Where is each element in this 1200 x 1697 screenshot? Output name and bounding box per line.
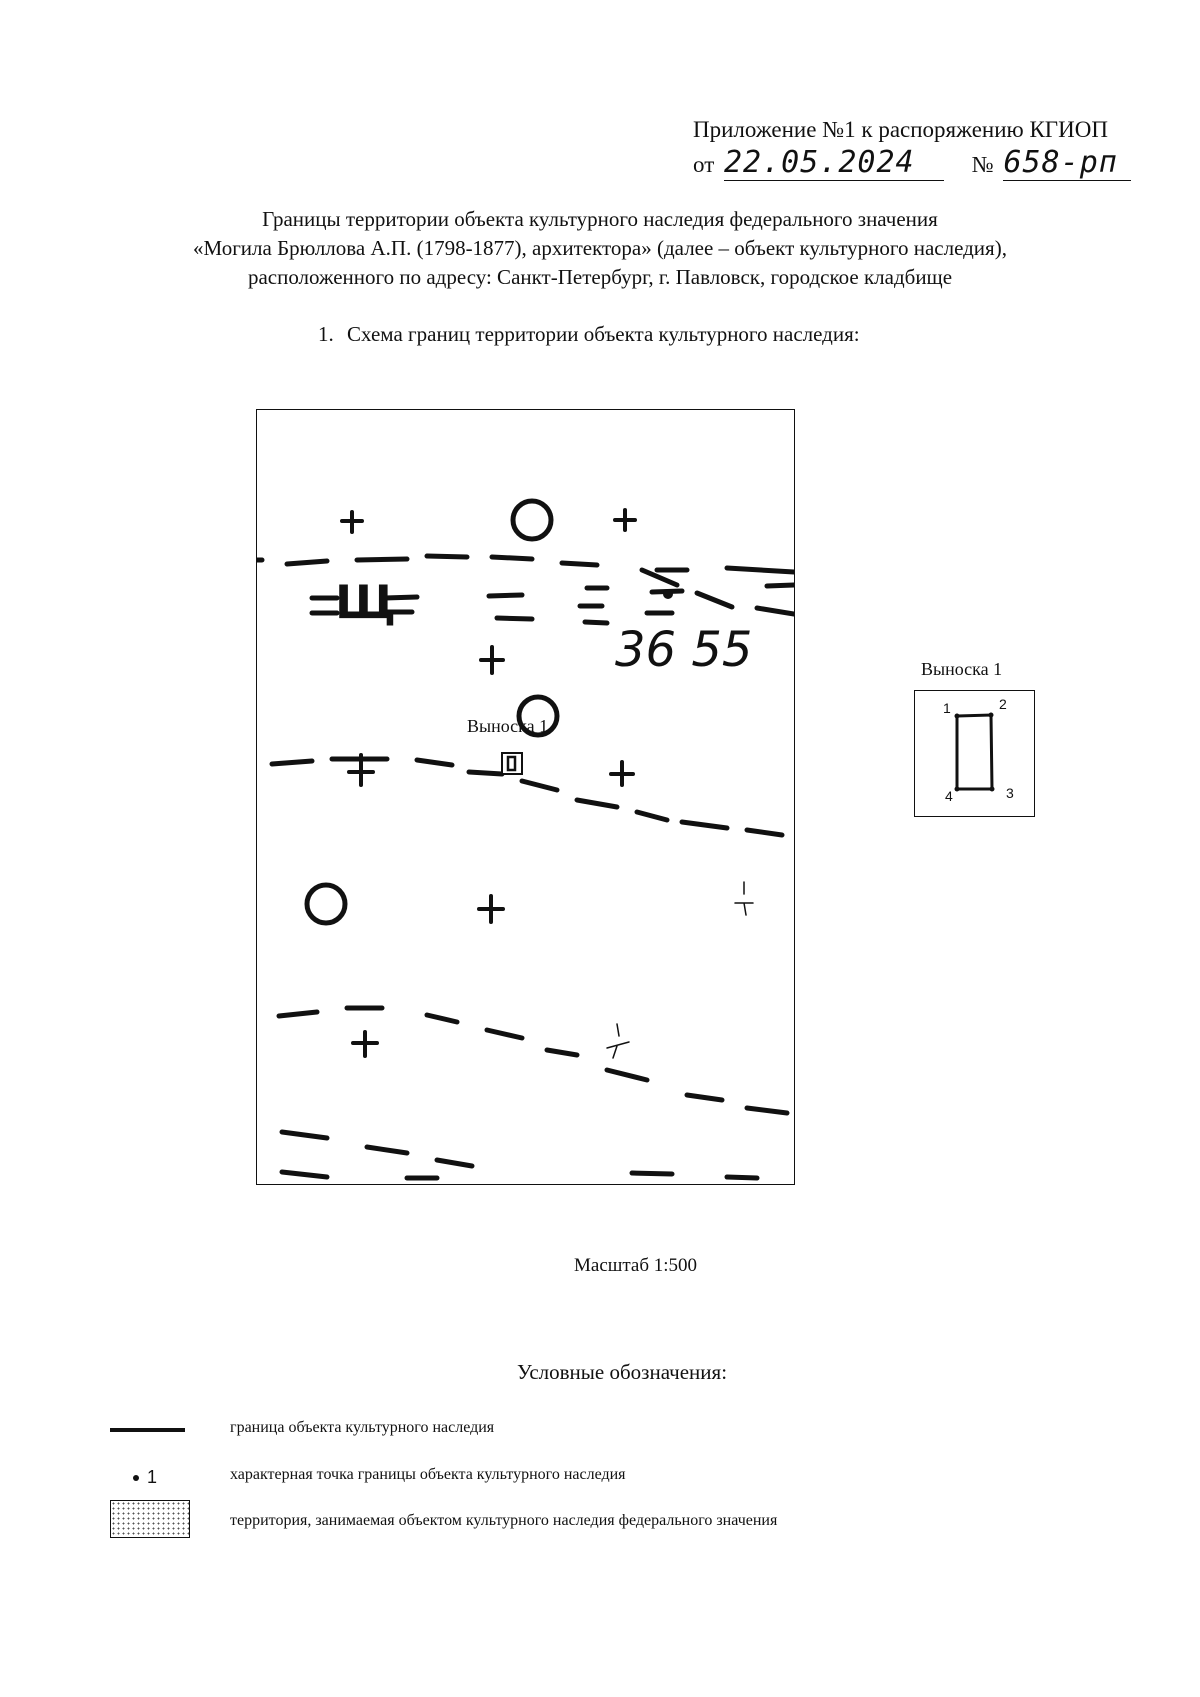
date-prefix: от <box>693 152 715 177</box>
title-line: Границы территории объекта культурного наследия федерального значения <box>262 207 938 231</box>
callout-title: Выноска 1 <box>921 659 1003 679</box>
legend-area-symbol <box>110 1500 190 1538</box>
legend-line-symbol <box>110 1428 185 1432</box>
contour-line <box>287 556 794 572</box>
section-heading <box>318 322 860 347</box>
legend-point-label: 1 <box>147 1467 158 1487</box>
order-date: 22.05.2024 <box>724 145 944 181</box>
section-title: Схема границ территории объекта культурного наследия: <box>347 322 860 346</box>
section-number: 1. <box>318 322 334 346</box>
number-prefix: № <box>971 152 994 177</box>
map-letter-label: Щ <box>335 575 396 629</box>
map-callout-label: Выноска 1 <box>467 716 549 736</box>
boundary-point-label: 3 <box>1006 785 1014 801</box>
legend-item-text: характерная точка границы объекта культурного наследия <box>230 1466 626 1483</box>
title-line: «Могила Брюллова А.П. (1798-1877), архитектора» (далее – объект культурного наследия), <box>193 236 1007 260</box>
legend-item-text: территория, занимаемая объектом культурного наследия федерального значения <box>230 1512 778 1529</box>
order-number: 658-рп <box>1003 145 1131 181</box>
contour-line <box>282 1132 757 1178</box>
title-line: расположенного по адресу: Санкт-Петербург, г. Павловск, городское кладбище <box>247 265 953 289</box>
order-date-number-line <box>693 145 1131 181</box>
legend-title: Условные обозначения: <box>517 1360 728 1384</box>
legend-item-text: граница объекта культурного наследия <box>230 1419 495 1436</box>
document-title <box>0 205 1200 292</box>
boundary-map <box>256 409 795 1185</box>
map-drawing <box>257 410 794 1184</box>
boundary-point-label: 1 <box>943 700 951 716</box>
contour-line <box>279 1008 787 1113</box>
map-scale: Масштаб 1:500 <box>574 1255 698 1276</box>
boundary-point-label: 4 <box>945 788 953 804</box>
appendix-label: Приложение №1 к распоряжению КГИОП <box>693 117 1108 142</box>
circle-symbol <box>307 501 557 923</box>
map-number-label: 36 55 <box>615 622 753 678</box>
callout-box <box>914 690 1035 817</box>
legend-point-symbol <box>133 1467 157 1488</box>
callout-boundary <box>915 691 1034 816</box>
cross-outline-symbol <box>607 882 753 1058</box>
boundary-point-label: 2 <box>999 696 1007 712</box>
